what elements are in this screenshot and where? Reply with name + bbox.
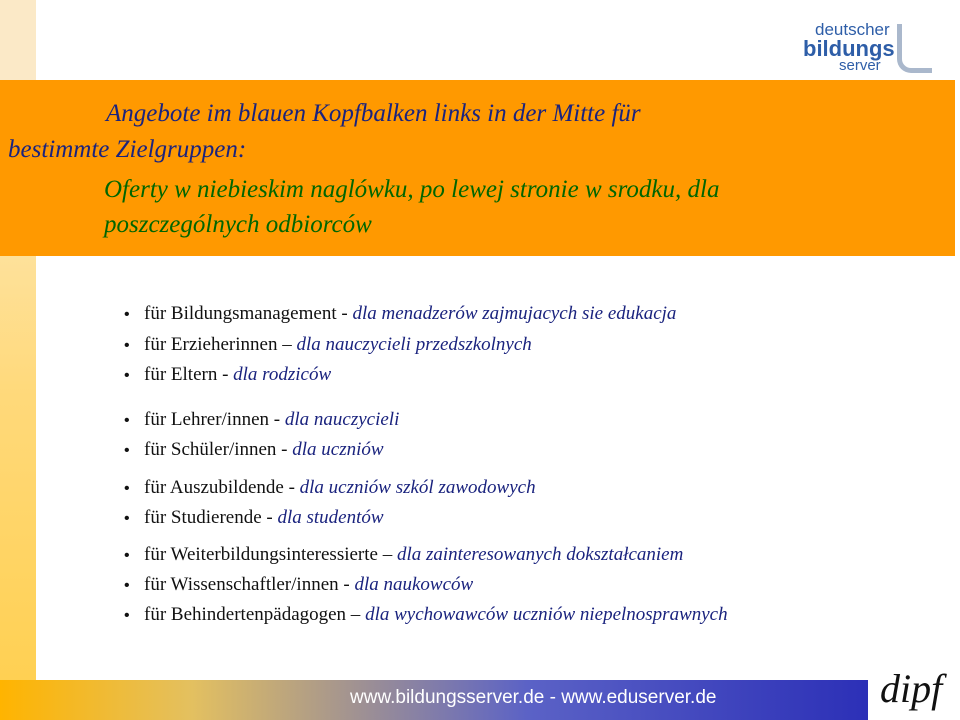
title-polish-line2: poszczególnych odbiorców (104, 211, 372, 238)
slide-title-polish (104, 172, 944, 242)
list-item (124, 409, 399, 431)
footer-url-link[interactable]: www.bildungsserver.de - www.eduserver.de (350, 687, 717, 708)
item-german: für Weiterbildungsinteressierte – (144, 544, 397, 565)
item-polish: dla naukowców (354, 574, 474, 595)
logo-text-line3: server (839, 57, 881, 74)
item-polish: dla uczniów (292, 439, 384, 460)
item-german: für Wissenschaftler/innen - (144, 574, 355, 595)
dipf-logo (868, 656, 960, 720)
dipf-logo-icon (868, 656, 960, 720)
left-decor-strip-top (0, 0, 36, 80)
bullet-icon: • (124, 306, 130, 323)
bildungsserver-logo (797, 16, 941, 78)
bullet-icon: • (124, 442, 130, 459)
item-polish: dla uczniów szkól zawodowych (299, 477, 536, 498)
bullet-icon: • (124, 607, 130, 624)
bullet-icon: • (124, 547, 130, 564)
list-item (124, 334, 532, 356)
list-item (124, 604, 728, 626)
item-german: für Studierende - (144, 507, 278, 528)
bullet-icon: • (124, 510, 130, 527)
logo-arc-icon (897, 24, 932, 73)
item-polish: dla nauczycieli przedszkolnych (296, 334, 532, 355)
item-german: für Lehrer/innen - (144, 409, 285, 430)
item-polish: dla menadzerów zajmujacych sie edukacja (352, 303, 677, 324)
bullet-icon: • (124, 367, 130, 384)
item-polish: dla wychowawców uczniów niepelnosprawnych (365, 604, 728, 625)
slide-title-german (8, 96, 948, 168)
bullet-icon: • (124, 577, 130, 594)
list-item (124, 574, 473, 596)
item-polish: dla studentów (277, 507, 384, 528)
logo-text-line1: deutscher (815, 20, 890, 39)
title-german-line2: bestimmte Zielgruppen: (8, 136, 247, 163)
item-german: für Bildungsmanagement - (144, 303, 353, 324)
bullet-icon: • (124, 480, 130, 497)
list-item (124, 439, 384, 461)
title-german-line1: Angebote im blauen Kopfbalken links in der Mitte für (106, 100, 641, 127)
title-polish-line1: Oferty w niebieskim naglówku, po lewej stronie w srodku, dla (104, 176, 720, 203)
item-polish: dla nauczycieli (284, 409, 400, 430)
list-item (124, 477, 536, 499)
bullet-icon: • (124, 337, 130, 354)
item-german: für Behindertenpädagogen – (144, 604, 366, 625)
item-german: für Erzieherinnen – (144, 334, 297, 355)
item-german: für Auszubildende - (144, 477, 300, 498)
item-polish: dla rodziców (233, 364, 332, 385)
item-german: für Schüler/innen - (144, 439, 293, 460)
list-item (124, 544, 683, 566)
list-item (124, 303, 676, 325)
item-german: für Eltern - (144, 364, 234, 385)
list-item (124, 507, 384, 529)
dipf-logo-text: dipf (880, 666, 943, 711)
list-item (124, 364, 331, 386)
item-polish: dla zainteresowanych dokształcaniem (396, 544, 684, 565)
logo-text-line2: bildungs (803, 36, 895, 61)
bullet-icon: • (124, 412, 130, 429)
